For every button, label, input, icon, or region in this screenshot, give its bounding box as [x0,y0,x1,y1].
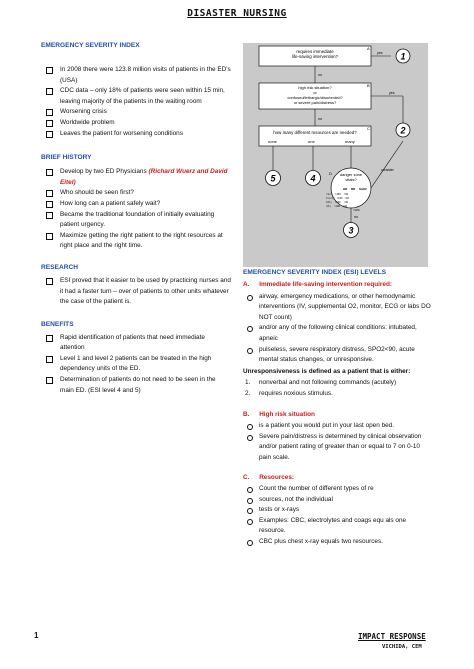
list-item: Rapid identification of patients that need immediate attention [41,333,231,354]
list-item-text: nonverbal and not following commands (acutely) [259,379,397,387]
level-a-list [243,292,433,366]
level-4-label: 4 [310,173,316,184]
age-row-4 [326,204,348,208]
node-b-line3: confused/lethargic/disoriented? [287,95,343,100]
list-item: airway, emergency medications, or other hemodynamic interventions (IV, supplemental O2, monitor, ECG or labs DO NOT count) [243,292,433,324]
age-cell: >8 y [326,205,331,208]
list-number: 2. [245,389,251,397]
list-item: Worldwide problem [41,118,231,129]
age-cell: >100 [333,205,340,208]
unresponsiveness-definition: Unresponsiveness is defined as a patient that is either: [243,367,411,375]
level-3-label: 3 [348,225,354,236]
arrow-d-consider [371,141,403,188]
label-a: A [367,46,370,51]
esi-levels-heading: EMERGENCY SEVERITY INDEX (ESI) LEVELS [243,269,387,276]
level-a-title: Immediate life-saving intervention required: [259,281,392,288]
no-label-d: no [354,215,358,219]
right-column [243,269,433,548]
label-d: D [329,171,332,176]
list-item-text: requires noxious stimulus. [259,389,333,397]
age-cell: 3-8 y [326,201,332,204]
level-1-label: 1 [400,51,406,62]
history-heading: BRIEF HISTORY [41,154,92,162]
list-item: pulseless, severe respiratory distress, SPO2<90, acute mental status changes, or unresponsive. [243,345,433,366]
level-b-title: High risk situation [259,410,315,418]
age-cell: >30 [343,201,349,204]
node-d-line2: vitals? [345,177,357,182]
level-a-heading [243,280,433,291]
level-b-letter: B. [243,410,250,418]
none-label: none [268,139,277,144]
history-list [41,167,231,252]
list-item: is a patient you would put in your last open bed. [243,421,433,432]
research-heading: RESEARCH [41,263,79,271]
list-item: Leaves the patient for worsening conditions [41,129,231,140]
list-item: Worsening crisis [41,107,231,118]
physician-names: (Richard Wuerz and David Eitel) [60,168,228,186]
level-5-label: 5 [270,173,276,184]
level-c-title: Resources: [259,473,294,481]
age-cell: <3 m [326,193,332,196]
list-item: Determination of patients do not need to be seen in the main ED. (ESI level 4 and 5) [41,375,231,396]
footer-brand: IMPACT RESPONSE [358,632,426,641]
list-item: tests or x-rays [243,505,433,516]
history-item-text: Develop by two ED Physicians [60,168,149,176]
list-item: In 2008 there were 123.8 million visits of patients in the ED's (USA) [41,65,231,86]
node-a-line1: requires immediate [296,49,334,54]
benefits-list [41,333,231,397]
node-b-line2: or [313,90,317,95]
benefits-heading: BENEFITS [41,320,74,328]
list-item: Maximize getting the right patient to the right resources at right place and the right time. [41,231,231,252]
esi-list [41,65,231,139]
page-title: DISASTER NURSING [187,8,287,19]
list-item [243,378,433,389]
no-label-b: no [318,117,322,121]
age-cell: >180 [334,193,341,196]
age-cell: >140 [334,201,341,204]
age-row-1 [326,192,349,196]
list-item [41,167,231,188]
level-c-letter: C. [243,473,250,481]
list-item: sources, not the individual [243,495,433,506]
age-cell: >40 [344,197,349,200]
age-row-3 [326,200,349,204]
age-cell: >50 [343,193,349,196]
age-cell: >160 [336,197,343,200]
list-item: Examples: CBC, electrolytes and coags equ als one resource. [243,516,433,537]
level-c-list [243,484,433,548]
unresponsiveness-list [243,378,433,399]
node-d-line1: danger zone [339,172,363,177]
level-2-label: 2 [400,125,406,136]
yes-label-b: yes [389,91,395,95]
many-label: many [345,139,355,144]
level-b-list [243,421,433,463]
vital-sao2: SaO2 [359,187,367,191]
list-item: Level 1 and level 2 patients can be treated in the high dependency units of the ED. [41,354,231,375]
list-item: How long can a patient safely wait? [41,199,231,210]
node-c-text: how many different resources are needed? [273,130,357,135]
yes-label-a: yes [377,51,383,55]
age-row-2 [326,196,349,200]
left-column [41,42,231,396]
research-list [41,276,231,308]
list-item [243,389,433,400]
list-item: Severe pain/distress is determined by clinical observation and/or patient rating of greater than or equal to 7 on 0-10 pain scale. [243,432,433,464]
age-cell: 3 m-3 y [326,197,335,200]
list-item: CDC data – only 18% of patients were seen within 15 min, leaving majority of the patients in the waiting room [41,86,231,107]
level-b-heading [243,410,433,421]
page-number: 1 [34,631,39,640]
age-cell: >20 [342,205,348,208]
vital-rr: RR [351,187,356,191]
esi-flowchart [243,43,428,267]
sao2-threshold: <92% [353,209,360,212]
node-b-line1: high risk situation? [298,85,332,90]
list-item: CBC plus chest x-ray equals two resources. [243,537,433,548]
level-a-letter: A. [243,281,250,288]
one-label: one [308,139,315,144]
no-label-a: no [318,73,322,77]
list-item: Count the number of different types of re [243,484,433,495]
list-item: Became the traditional foundation of initially evaluating patient urgency. [41,210,231,231]
list-number: 1. [245,379,251,387]
list-item: Who should be seen first? [41,188,231,199]
label-b: B [367,83,370,88]
vital-hr: HR [343,187,348,191]
node-b-line4: or severe pain/distress? [293,100,337,105]
flowchart-svg [243,43,428,267]
node-a-line2: life-saving intervention? [291,54,339,59]
consider-label: consider [381,168,394,172]
list-item: ESI proved that it easier to be used by practicing nurses and it had a faster turn – over of patients to other units whatever the case of the patient is. [41,276,231,308]
node-a-text [292,49,339,59]
level-c-heading [243,473,433,484]
list-item: and/or any of the following clinical conditions: intubated, apneic [243,323,433,344]
label-c: C [367,126,370,131]
footer-author: VICHIDA, CEM [382,644,422,650]
esi-heading: EMERGENCY SEVERITY INDEX [41,42,140,49]
